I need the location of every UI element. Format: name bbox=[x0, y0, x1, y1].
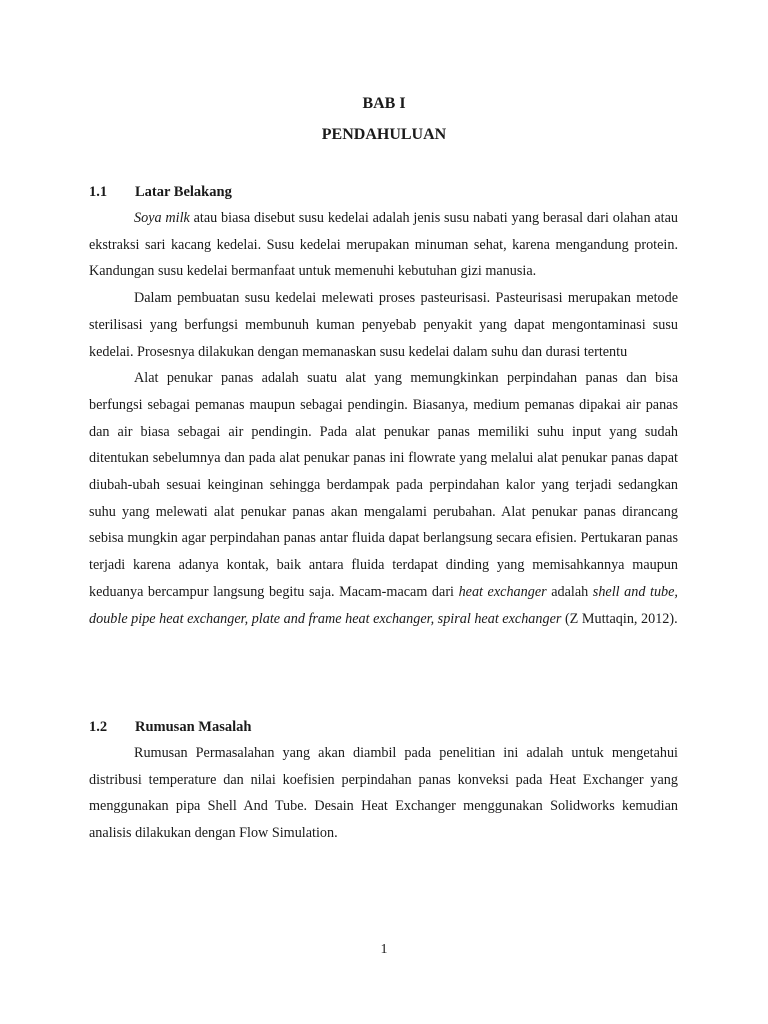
chapter-number: BAB I bbox=[362, 95, 406, 112]
italic-term: heat exchanger bbox=[458, 583, 547, 600]
paragraph-text: Alat penukar panas adalah suatu alat yang memungkinkan perpindahan panas dan bisa berfungsi sebagai pemanas maupun sebagai pendingin. Biasanya, medium pemanas dipakai air panas dan air biasa sebagai air pendingin. Pada alat penukar panas memiliki suhu input yang sudah ditentukan sebelumnya dan pada alat penukar panas ini flowrate yang melalui alat penukar panas dapat diubah-ubah sesuai keinginan sehingga berdampak pada perpindahan kalor yang terjadi sedangkan suhu yang melewati alat penukar panas akan mengalami perubahan. Alat penukar panas dirancang sebisa mungkin agar perpindahan panas antar fluida dapat berlangsung secara efisien. Pertukaran panas terjadi karena adanya kontak, baik antara fluida terdapat dinding yang memisahkannya maupun keduanya bercampur langsung begitu saja. Macam-macam dari bbox=[89, 370, 678, 600]
italic-term: shell and tube, double pipe heat exchanger, plate and frame heat exchanger, spiral heat exchanger bbox=[89, 583, 678, 627]
section-title: Latar Belakang bbox=[135, 184, 232, 200]
section-number: 1.2 bbox=[89, 719, 108, 735]
page-number: 1 bbox=[380, 942, 388, 957]
section-title: Rumusan Masalah bbox=[135, 719, 252, 735]
section-heading-rumusan-masalah bbox=[89, 717, 251, 737]
paragraph bbox=[89, 365, 678, 632]
section-body-rumusan-masalah bbox=[89, 740, 678, 847]
paragraph bbox=[89, 285, 678, 365]
paragraph-text: atau biasa disebut susu kedelai adalah jenis susu nabati yang berasal dari olahan atau ekstraksi sari kacang kedelai. Susu kedelai merupakan minuman sehat, karena mengandung protein. Kandungan susu kedelai bermanfaat untuk memenuhi kebutuhan gizi manusia. bbox=[89, 210, 678, 280]
paragraph bbox=[89, 205, 678, 285]
paragraph-text: adalah bbox=[546, 583, 593, 600]
section-heading-latar-belakang bbox=[89, 182, 232, 202]
paragraph-text: Rumusan Permasalahan yang akan diambil pada penelitian ini adalah untuk mengetahui distribusi temperature dan nilai koefisien perpindahan panas konveksi pada Heat Exchanger yang menggunakan pipa Shell And Tube. Desain Heat Exchanger menggunakan Solidworks kemudian analisis dilakukan dengan Flow Simulation. bbox=[89, 745, 678, 842]
citation-text: (Z Muttaqin, 2012). bbox=[561, 610, 678, 627]
chapter-title: PENDAHULUAN bbox=[321, 126, 447, 143]
section-body-latar-belakang bbox=[89, 205, 678, 632]
paragraph bbox=[89, 740, 678, 847]
section-number: 1.1 bbox=[89, 184, 108, 200]
paragraph-text: Dalam pembuatan susu kedelai melewati proses pasteurisasi. Pasteurisasi merupakan metode sterilisasi yang berfungsi membunuh kuman penyebab penyakit yang dapat mengontaminasi susu kedelai. Prosesnya dilakukan dengan memanaskan susu kedelai dalam suhu dan durasi tertentu bbox=[89, 290, 678, 360]
italic-term: Soya milk bbox=[134, 210, 190, 226]
